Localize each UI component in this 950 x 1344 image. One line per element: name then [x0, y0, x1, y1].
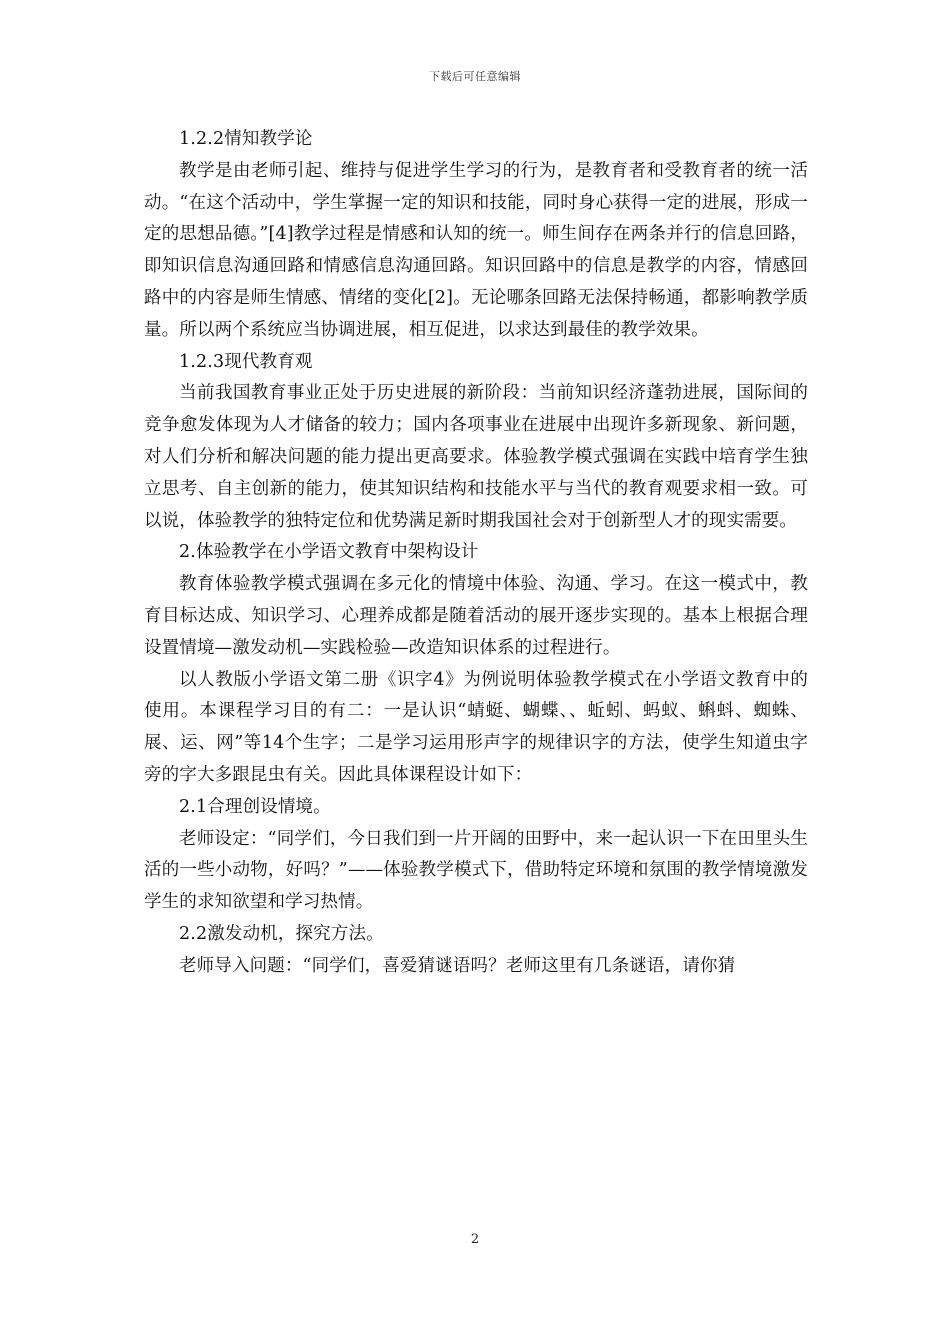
section-heading-1-2-3: 1.2.3现代教育观: [179, 351, 313, 372]
page-number: 2: [470, 1232, 480, 1247]
paragraph-modern-education: 当前我国教育事业正处于历史进展的新阶段：当前知识经济蓬勃进展，国际间的竞争愈发体现为人才储备的较力；国内各项事业在进展中出现许多新现象、新问题，对人们分析和解决问题的能力提出更高要求。体验教学模式强调在实践中培育学生独立思考、自主创新的能力，使其知识结构和技能水平与当代的教育观要求相一致。可以说，体验教学的独特定位和优势满足新时期我国社会对于创新型人才的现实需要。: [144, 383, 808, 531]
paragraph-experience-model: 教育体验教学模式强调在多元化的情境中体验、沟通、学习。在这一模式中，教育目标达成、知识学习、心理养成都是随着活动的展开逐步实现的。基本上根据合理设置情境—激发动机—实践检验—改造知识体系的过程进行。: [144, 574, 808, 658]
paragraph-lesson-example: 以人教版小学语文第二册《识字4》为例说明体验教学模式在小学语文教育中的使用。本课程学习目的有二：一是认识“蜻蜓、蝴蝶、、蚯蚓、蚂蚁、蝌蚪、蜘蛛、展、运、网”等14个生字；二是学习运用形声字的规律识字的方法，使学生知道虫字旁的字大多跟昆虫有关。因此具体课程设计如下：: [144, 669, 808, 785]
paragraph-teacher-question: 老师导入问题：“同学们，喜爱猜谜语吗？老师这里有几条谜语，请你猜: [179, 955, 736, 976]
paragraph-qingzhi-teaching: 教学是由老师引起、维持与促进学生学习的行为，是教育者和受教育者的统一活动。“在这个活动中，学生掌握一定的知识和技能，同时身心获得一定的进展，形成一定的思想品德。”[4]教学过程是情感和认知的统一。师生间存在两条并行的信息回路，即知识信息沟通回路和情感信息沟通回路。知识回路中的信息是教学的内容，情感回路中的内容是师生情感、情绪的变化[2]。无论哪条回路无法保持畅通，都影响教学质量。所以两个系统应当协调进展，相互促进，以求达到最佳的教学效果。: [144, 160, 808, 340]
section-heading-2-1: 2.1合理创设情境。: [179, 796, 331, 817]
paragraph-teacher-setting: 老师设定：“同学们，今日我们到一片开阔的田野中，来一起认识一下在田里头生活的一些小动物，好吗？”——体验教学模式下，借助特定环境和氛围的教学情境激发学生的求知欲望和学习热情。: [144, 828, 808, 913]
section-heading-1-2-2: 1.2.2情知教学论: [179, 129, 313, 149]
section-heading-2-2: 2.2激发动机，探究方法。: [179, 923, 384, 944]
running-header: 下载后可任意编辑: [429, 70, 521, 83]
section-heading-2: 2.体验教学在小学语文教育中架构设计: [179, 542, 479, 563]
body-text: [144, 124, 808, 983]
